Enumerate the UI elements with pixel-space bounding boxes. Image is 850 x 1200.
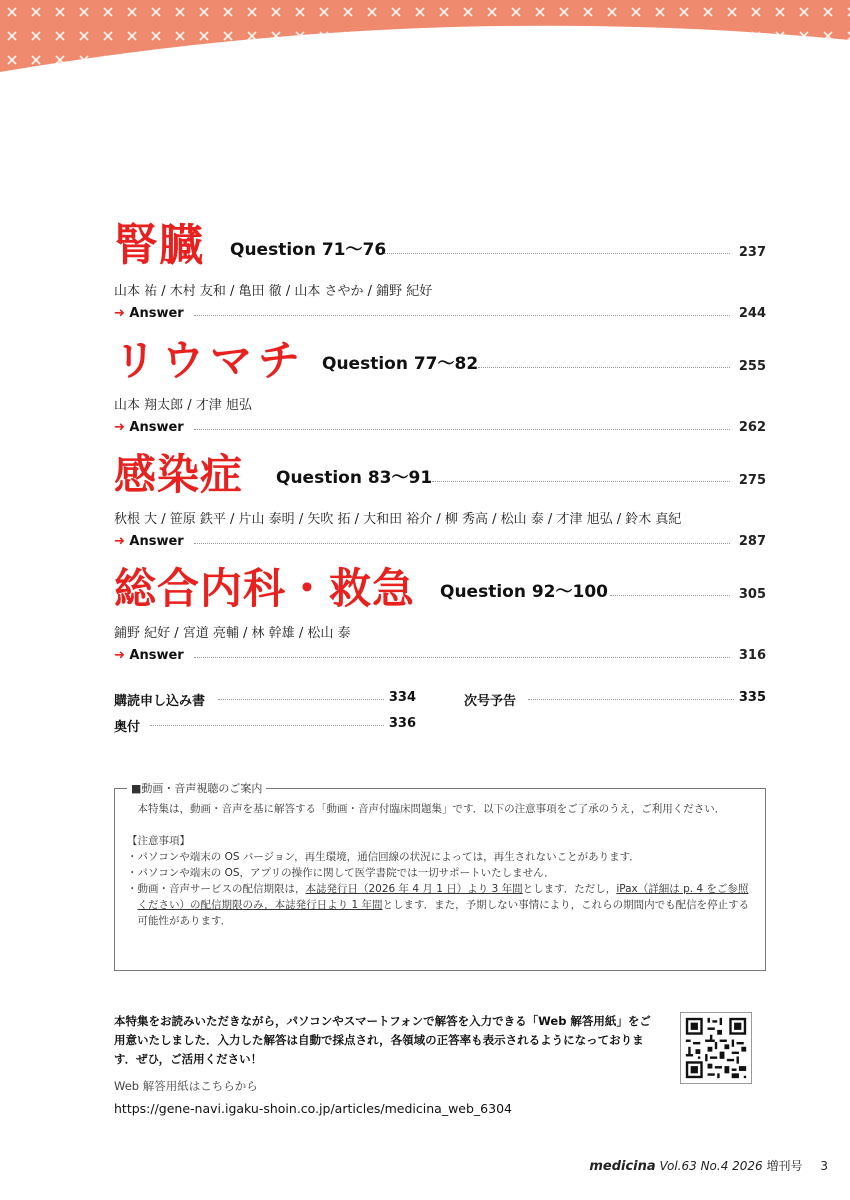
dot-leader [194,543,730,544]
page-number: 334 [388,690,416,705]
answer-label: Answer [129,648,184,663]
section-title: 総合内科・救急 [114,564,416,613]
dot-leader [610,595,730,596]
page-number: 287 [738,534,766,549]
page-footer [589,1157,828,1174]
question-range[interactable]: Question 92～100 [440,582,608,602]
authors: 山本 翔太郎 / 才津 旭弘 [114,398,252,413]
notice-spacer [127,817,753,833]
toc-section-kidney [114,208,766,328]
dot-leader [528,699,734,700]
issue-type: 増刊号 [766,1159,803,1173]
arrow-right-icon: ➜ [114,306,130,321]
subscription-label: 購読申し込み書 [114,694,206,709]
answer-link[interactable] [114,420,184,435]
page-number: 316 [738,648,766,663]
qr-code-icon[interactable] [680,1012,752,1084]
notice-title: ■動画・音声視聴のご案内 [127,780,266,796]
toc-subscription[interactable] [114,690,416,708]
colophon-label: 奥付 [114,720,141,735]
answer-label: Answer [129,420,184,435]
notice-body [127,801,753,929]
dot-leader [150,725,384,726]
page-number: 255 [738,359,766,374]
notice-intro: 本特集は，動画・音声を基に解答する「動画・音声付臨床問題集」です．以下の注意事項をご了承のうえ，ご利用ください． [137,803,726,815]
toc-next-issue[interactable] [464,690,766,708]
page-number: 237 [738,245,766,260]
next-issue-label: 次号予告 [464,694,517,709]
caution-heading: 【注意事項】 [127,835,190,847]
journal-brand: medicina [589,1159,656,1174]
authors: 鋪野 紀好 / 宮道 亮輔 / 林 幹雄 / 松山 泰 [114,626,351,641]
page-number: 305 [738,587,766,602]
decorative-banner [0,0,850,80]
web-answer-url[interactable]: https://gene-navi.igaku-shoin.co.jp/articles/medicina_web_6304 [114,1101,512,1116]
caution-text: とします．ただし， [522,883,617,895]
dot-leader [384,253,730,254]
dot-leader [194,429,730,430]
caution-item [127,881,753,929]
section-title: 腎臓 [114,220,204,271]
authors: 秋根 大 / 笹原 鉄平 / 片山 泰明 / 矢吹 拓 / 大和田 裕介 / 柳 秀高 / 松山 泰 / 才津 旭弘 / 鈴木 真紀 [114,512,682,527]
answer-link[interactable] [114,648,184,663]
dot-leader [432,481,730,482]
caution-underlined: 本誌発行日（2026 年 4 月 1 日）より 3 年間 [305,883,523,895]
arrow-right-icon: ➜ [114,648,130,663]
dot-leader [478,367,730,368]
page-number: 244 [738,306,766,321]
dot-leader [218,699,384,700]
web-answer-description: 本特集をお読みいただきながら，パソコンやスマートフォンで解答を入力できる「Web 解答用紙」をご用意いたしました．入力した解答は自動で採点され，各領域の正答率も表示されるようになっております．ぜひ，ご活用ください！ [114,1014,651,1066]
question-range[interactable]: Question 83～91 [276,468,433,488]
arrow-right-icon: ➜ [114,534,130,549]
page-number: 336 [388,716,416,731]
toc-colophon[interactable] [114,716,416,734]
web-answer-label: Web 解答用紙はこちらから [114,1079,258,1093]
caution-item: ・パソコンや端末の OS，アプリの操作に関して医学書院では一切サポートいたしません． [127,867,555,879]
toc-section-general-medicine [114,550,766,670]
question-range[interactable]: Question 71～76 [230,240,387,260]
caution-text: とします．また，予期しない事情により，これらの期間内でも配信を停止する可能性があります． [137,899,750,927]
caution-underlined: iPax（詳細は p. 4 をご参照ください）の配信期限のみ，本誌発行日より 1 年間 [137,883,749,911]
answer-link[interactable] [114,534,184,549]
page-number: 335 [738,690,766,705]
caution-text: ・動画・音声サービスの配信期限は， [127,883,306,895]
section-title: リウマチ [114,336,307,385]
answer-link[interactable] [114,306,184,321]
page-number: 275 [738,473,766,488]
page-number: 3 [820,1159,828,1173]
arrow-right-icon: ➜ [114,420,130,435]
video-audio-notice [114,782,766,971]
caution-item: ・パソコンや端末の OS バージョン，再生環境，通信回線の状況によっては，再生されないことがあります． [127,851,640,863]
dot-leader [194,315,730,316]
toc-section-infection [114,436,766,556]
volume-info: Vol.63 No.4 2026 [659,1159,763,1173]
page-number: 262 [738,420,766,435]
dot-leader [194,657,730,658]
toc-section-rheumatology [114,322,766,442]
authors: 山本 祐 / 木村 友和 / 亀田 徹 / 山本 さやか / 鋪野 紀好 [114,284,433,299]
answer-row[interactable] [114,646,766,668]
question-range[interactable]: Question 77～82 [322,354,479,374]
section-title: 感染症 [114,450,244,499]
answer-label: Answer [129,534,184,549]
answer-label: Answer [129,306,184,321]
